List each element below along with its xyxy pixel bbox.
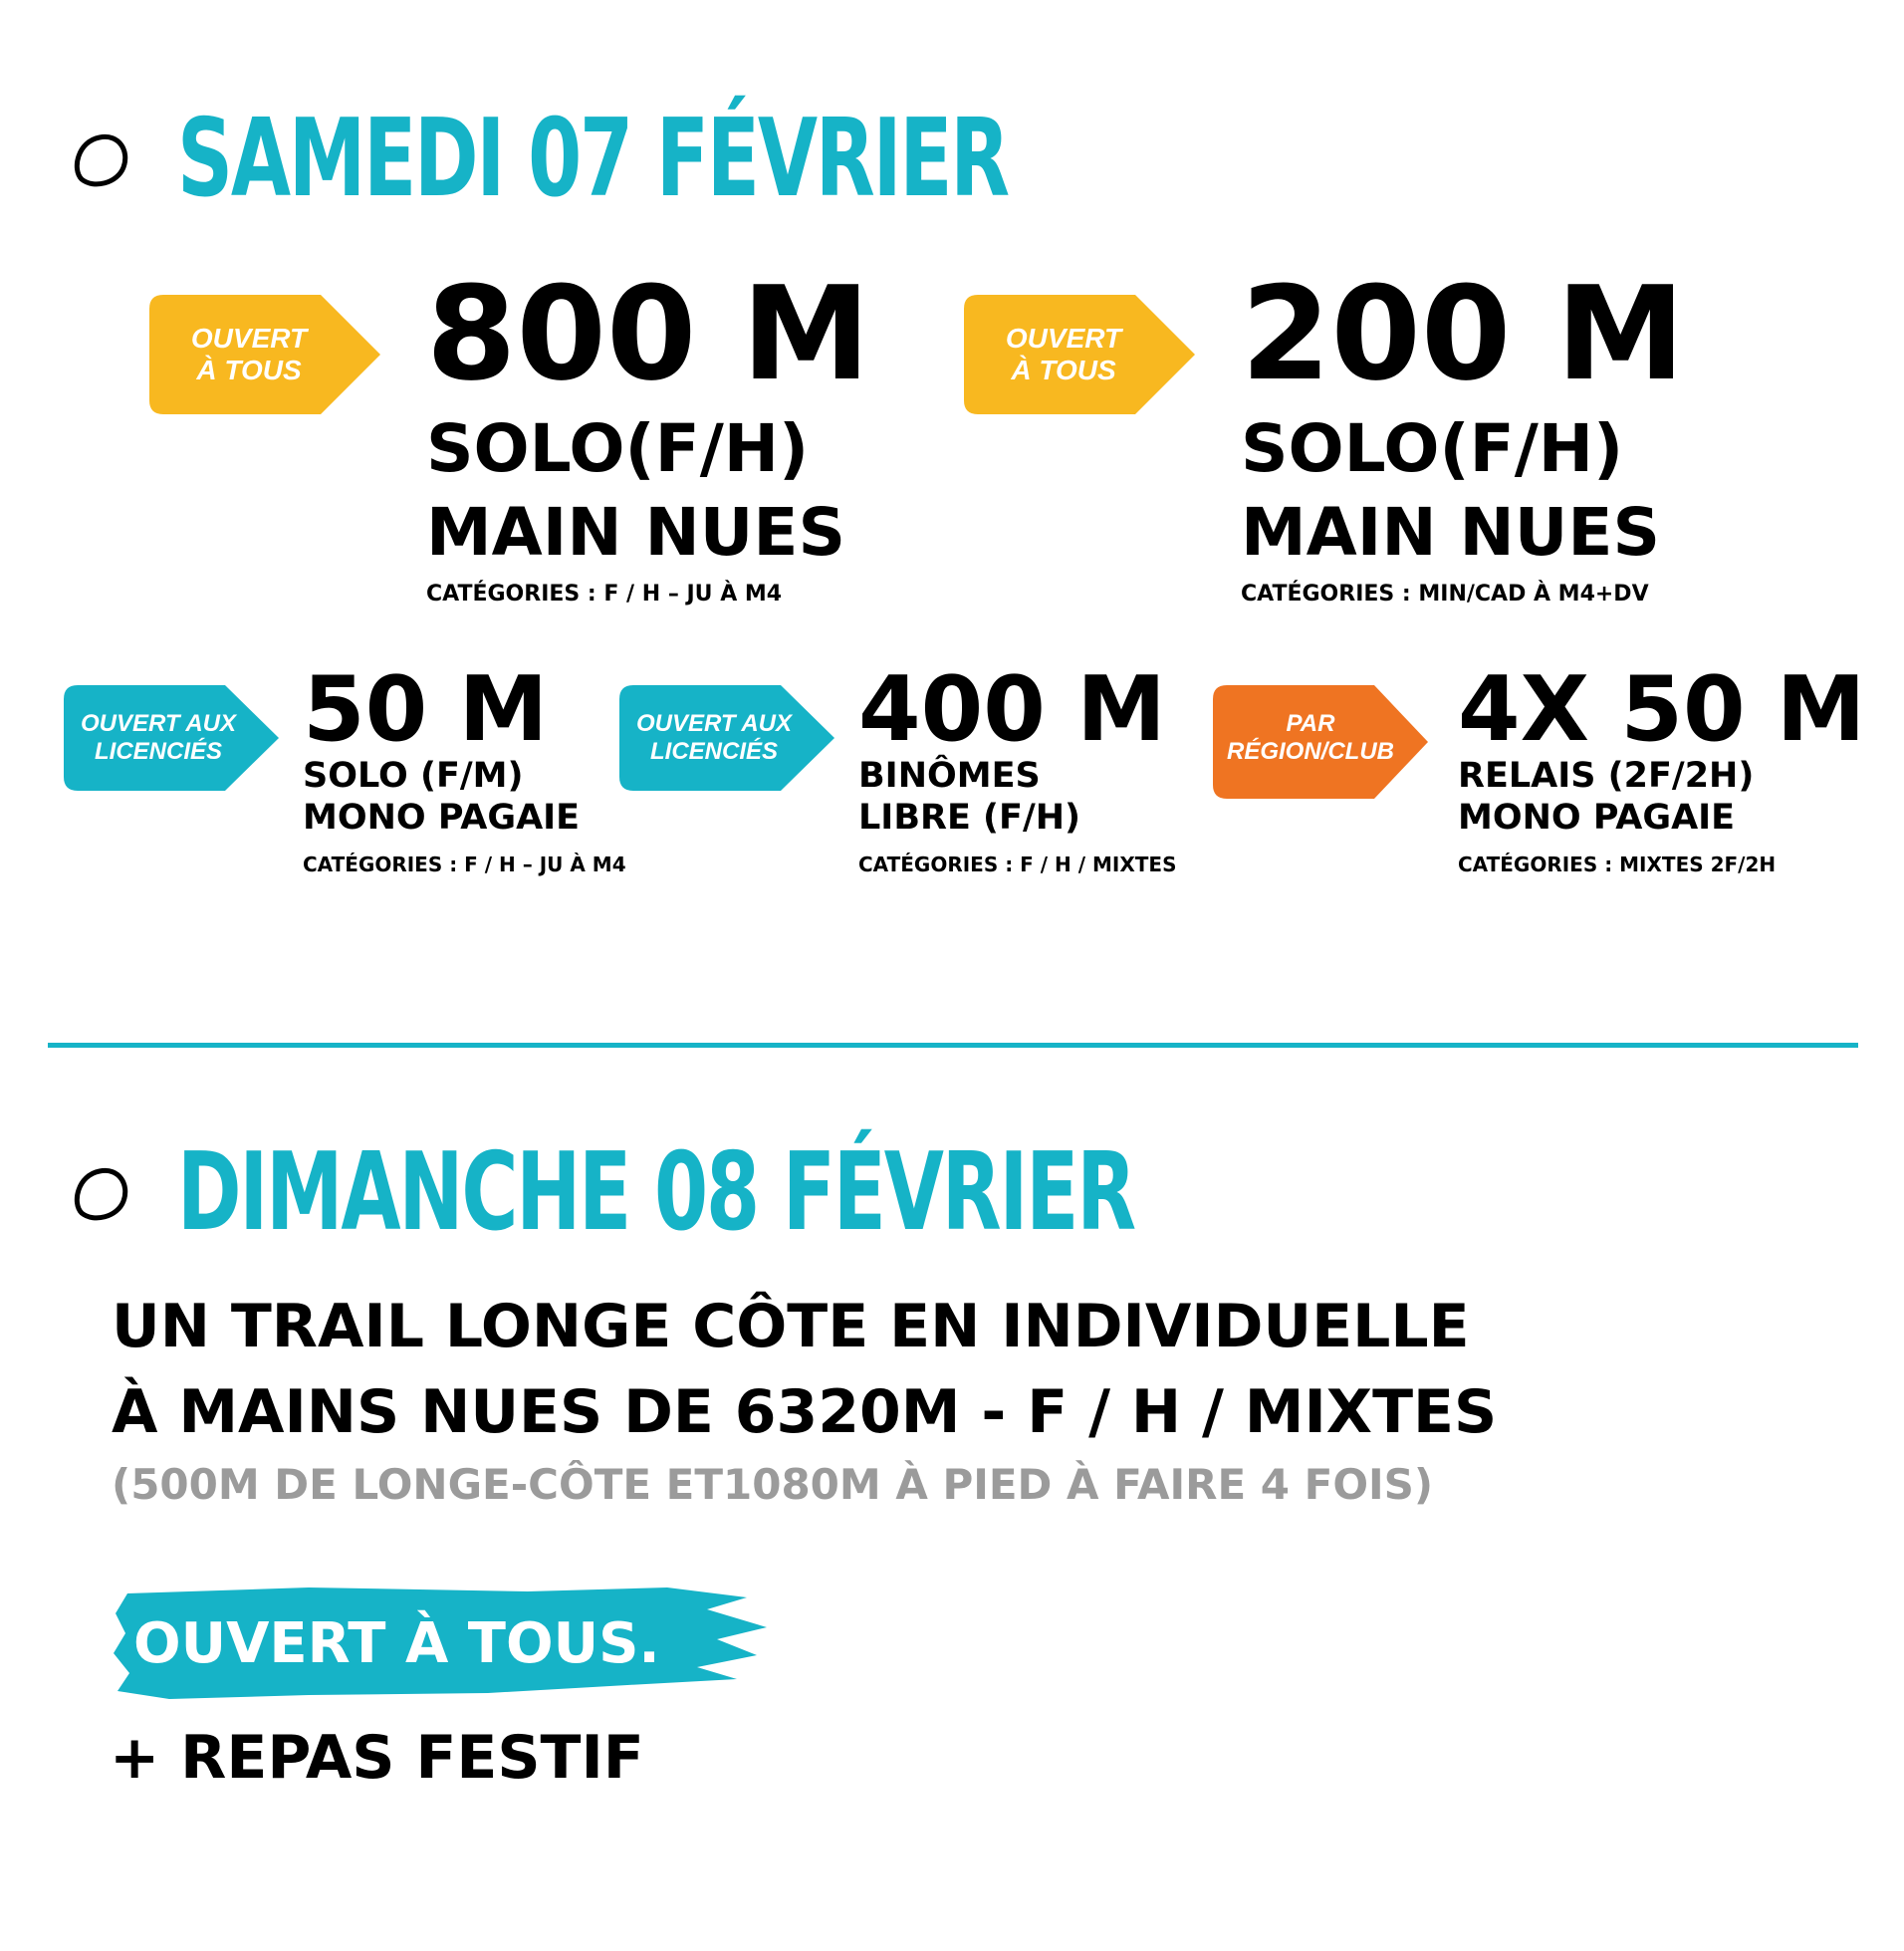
event-style: MONO PAGAIE (1458, 798, 1736, 838)
tag-by-region-club: PAR RÉGION/CLUB (1213, 685, 1428, 799)
event-categories: CATÉGORIES : MIN/CAD À M4+DV (1241, 582, 1649, 607)
tag-licensed-only: OUVERT AUX LICENCIÉS (619, 685, 834, 791)
tag-licensed-only: OUVERT AUX LICENCIÉS (64, 685, 279, 791)
circle-outline-icon (70, 129, 133, 193)
tag-open-to-all: OUVERT À TOUS (149, 295, 380, 414)
event-distance: 400 M (858, 657, 1166, 762)
event-distance: 800 M (426, 258, 870, 409)
event-categories: CATÉGORIES : F / H – JU À M4 (426, 582, 783, 607)
circle-outline-icon (70, 1163, 133, 1227)
event-format: SOLO(F/H) (426, 410, 810, 487)
event-categories: CATÉGORIES : MIXTES 2F/2H (1458, 853, 1777, 876)
festive-meal-label: + REPAS FESTIF (110, 1723, 644, 1793)
event-distance: 4X 50 M (1458, 657, 1866, 762)
sunday-title: DIMANCHE 08 FÉVRIER (177, 1130, 1134, 1255)
event-style: LIBRE (F/H) (858, 798, 1081, 838)
event-distance: 50 M (303, 657, 549, 762)
event-format: BINÔMES (858, 756, 1041, 796)
event-style: MONO PAGAIE (303, 798, 581, 838)
event-categories: CATÉGORIES : F / H / MIXTES (858, 853, 1177, 876)
tag-open-to-all: OUVERT À TOUS (964, 295, 1195, 414)
event-format: SOLO(F/H) (1241, 410, 1624, 487)
trail-description-line2: À MAINS NUES DE 6320M - F / H / MIXTES (112, 1377, 1498, 1447)
event-style: MAIN NUES (426, 494, 845, 571)
trail-note: (500M DE LONGE-CÔTE ET1080M À PIED À FAIRE 4 FOIS) (112, 1460, 1434, 1509)
event-format: RELAIS (2F/2H) (1458, 756, 1755, 796)
event-format: SOLO (F/M) (303, 756, 524, 796)
section-divider (48, 1043, 1858, 1048)
event-distance: 200 M (1241, 258, 1685, 409)
saturday-title: SAMEDI 07 FÉVRIER (177, 97, 1009, 221)
event-categories: CATÉGORIES : F / H – JU À M4 (303, 853, 626, 876)
event-style: MAIN NUES (1241, 494, 1660, 571)
trail-description-line1: UN TRAIL LONGE CÔTE EN INDIVIDUELLE (112, 1292, 1470, 1361)
open-to-all-label: OUVERT À TOUS. (133, 1611, 660, 1676)
